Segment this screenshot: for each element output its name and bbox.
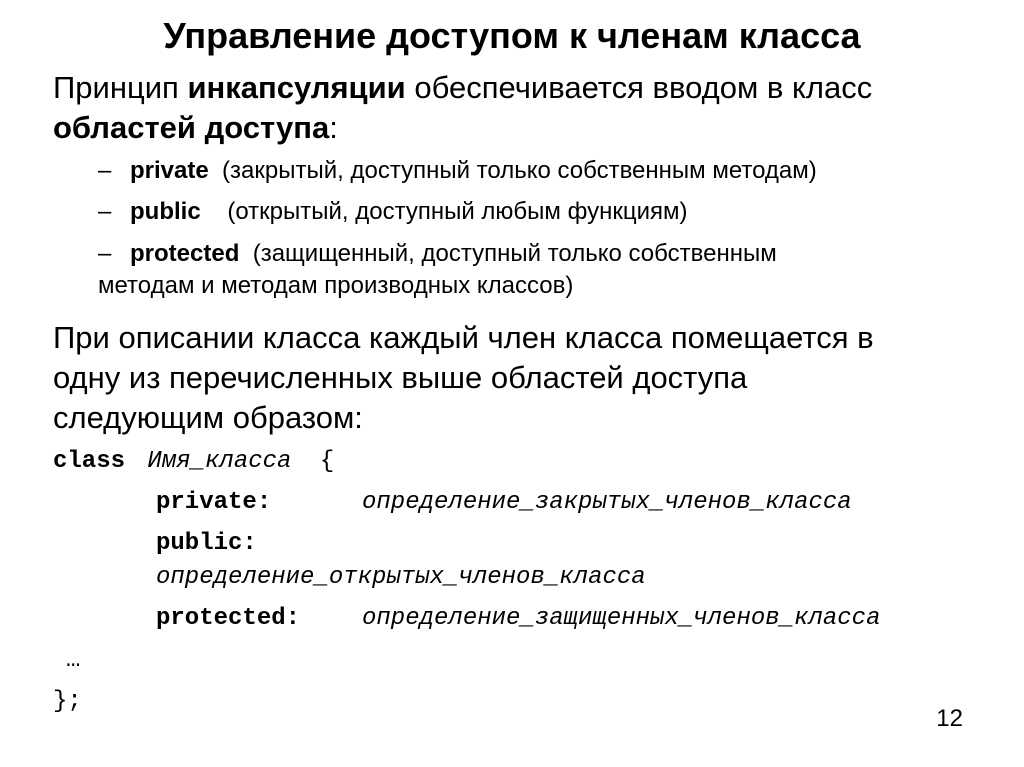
bullet-protected <box>98 238 777 270</box>
code-open-brace: { <box>319 448 335 475</box>
intro-bold-access-areas: областей доступа <box>53 110 330 145</box>
bullet-keyword: private <box>130 157 209 184</box>
bullet-keyword: public <box>130 198 201 225</box>
code-protected-keyword: protected: <box>156 605 301 632</box>
bullet-protected-continuation: методам и методам производных классов) <box>98 272 574 299</box>
intro-text-1: Принцип <box>53 70 188 105</box>
code-protected-definition: определение_защищенных_членов_класса <box>362 605 881 632</box>
para2-line-3: следующим образом: <box>53 400 363 435</box>
intro-text-2: обеспечивается вводом в класс <box>405 70 873 105</box>
para2-line-1: При описании класса каждый член класса помещается в <box>53 320 874 355</box>
bullet-public <box>98 196 687 228</box>
bullet-keyword: protected <box>130 240 240 267</box>
code-class-name: Имя_класса <box>147 448 292 475</box>
intro-bold-encapsulation: инкапсуляции <box>187 70 406 105</box>
code-public-definition: определение_открытых_членов_класса <box>156 564 646 591</box>
code-private-keyword: private: <box>156 489 272 516</box>
bullet-dash: – <box>98 157 112 184</box>
slide-title: Управление доступом к членам класса <box>163 15 861 56</box>
intro-line-1 <box>53 68 872 108</box>
bullet-dash: – <box>98 198 112 225</box>
intro-colon: : <box>329 110 338 145</box>
code-class-keyword: class <box>53 448 126 475</box>
bullet-desc: (открытый, доступный любым функциям) <box>200 198 688 225</box>
code-class-line <box>53 446 334 478</box>
para2-line-2: одну из перечисленных выше областей доступа <box>53 360 748 395</box>
bullet-private <box>98 155 817 187</box>
page-number: 12 <box>936 705 963 732</box>
code-ellipsis: … <box>66 647 81 674</box>
bullet-dash: – <box>98 240 112 267</box>
bullet-desc: (закрытый, доступный только собственным методам) <box>208 157 817 184</box>
code-private-definition: определение_закрытых_членов_класса <box>362 489 852 516</box>
intro-line-2 <box>53 108 338 148</box>
code-public-keyword: public: <box>156 530 257 557</box>
code-closing-brace: }; <box>53 688 82 715</box>
bullet-desc: (защищенный, доступный только собственным <box>239 240 777 267</box>
